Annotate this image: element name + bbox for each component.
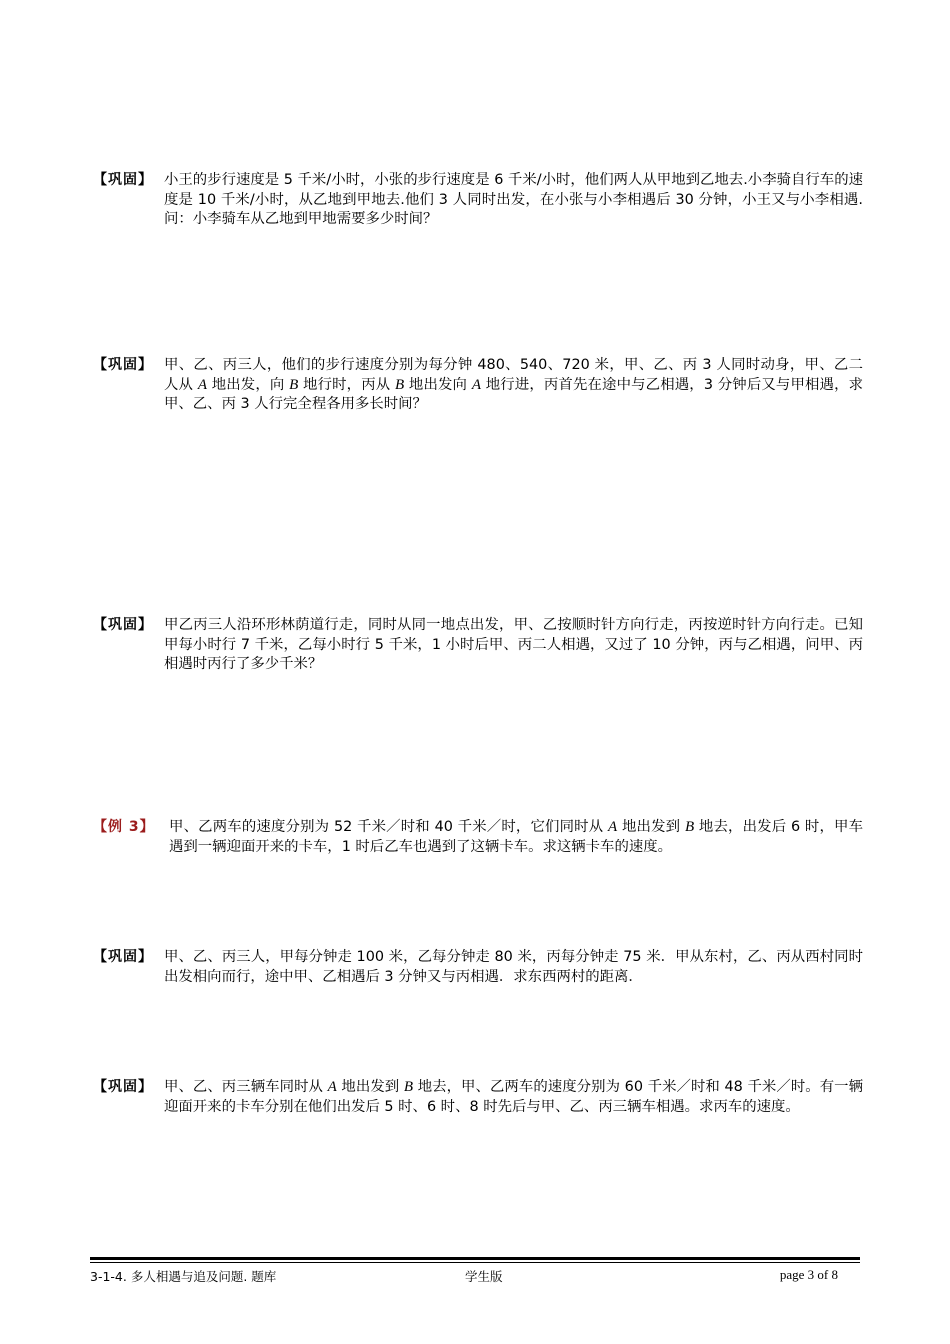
problem-tag: 【巩固】	[93, 172, 153, 188]
problem-1	[93, 171, 863, 230]
problem-tag: 【巩固】	[93, 1079, 153, 1095]
problem-text: 甲、乙、丙三人，他们的步行速度分别为每分钟 480、540、720 米，甲、乙、丙 3 人同时动身，甲、乙二人从 A 地出发，向 B 地行时，丙从 B 地出发向 A 地行进，丙首先在途中与乙相遇，3 分钟后又与甲相遇，求甲、乙、丙 3 人行完全程各用多长时间？	[164, 357, 863, 412]
footer-edition: 学生版	[465, 1269, 503, 1284]
problem-2	[93, 356, 863, 415]
example-3	[93, 818, 863, 857]
problem-tag: 【巩固】	[93, 949, 153, 965]
footer-doc-title: 3-1-4. 多人相遇与追及问题. 题库	[90, 1269, 277, 1284]
footer-rule-thick	[90, 1257, 860, 1260]
problem-5	[93, 1078, 863, 1117]
problem-tag: 【巩固】	[93, 357, 153, 373]
problem-tag: 【巩固】	[93, 617, 153, 633]
problem-text: 甲、乙、丙三人，甲每分钟走 100 米，乙每分钟走 80 米，丙每分钟走 75 米．甲从东村，乙、丙从西村同时出发相向而行，途中甲、乙相遇后 3 分钟又与丙相遇．求东西两村的距离．	[164, 949, 863, 985]
example-text: 甲、乙两车的速度分别为 52 千米／时和 40 千米／时，它们同时从 A 地出发到 B 地去，出发后 6 时，甲车遇到一辆迎面开来的卡车，1 时后乙车也遇到了这辆卡车。求这辆卡车的速度。	[169, 819, 864, 855]
footer-page-number: page 3 of 8	[779, 1267, 838, 1282]
problem-text: 甲乙丙三人沿环形林荫道行走，同时从同一地点出发，甲、乙按顺时针方向行走，丙按逆时针方向行走。已知甲每小时行 7 千米，乙每小时行 5 千米，1 小时后甲、丙二人相遇，又过了 10 分钟，丙与乙相遇，问甲、丙相遇时丙行了多少千米？	[164, 617, 863, 672]
problem-4	[93, 948, 863, 987]
problem-3	[93, 616, 863, 675]
problem-text: 小王的步行速度是 5 千米/小时，小张的步行速度是 6 千米/小时，他们两人从甲地到乙地去.小李骑自行车的速度是 10 千米/小时，从乙地到甲地去.他们 3 人同时出发，在小张与小李相遇后 30 分钟，小王又与小李相遇.问：小李骑车从乙地到甲地需要多少时间？	[164, 172, 863, 227]
problem-text: 甲、乙、丙三辆车同时从 A 地出发到 B 地去，甲、乙两车的速度分别为 60 千米／时和 48 千米／时。有一辆迎面开来的卡车分别在他们出发后 5 时、6 时、8 时先后与甲、乙、丙三辆车相遇。求丙车的速度。	[164, 1079, 864, 1115]
example-tag: 【例 3】	[93, 819, 155, 835]
footer-rule-thin	[90, 1262, 860, 1263]
